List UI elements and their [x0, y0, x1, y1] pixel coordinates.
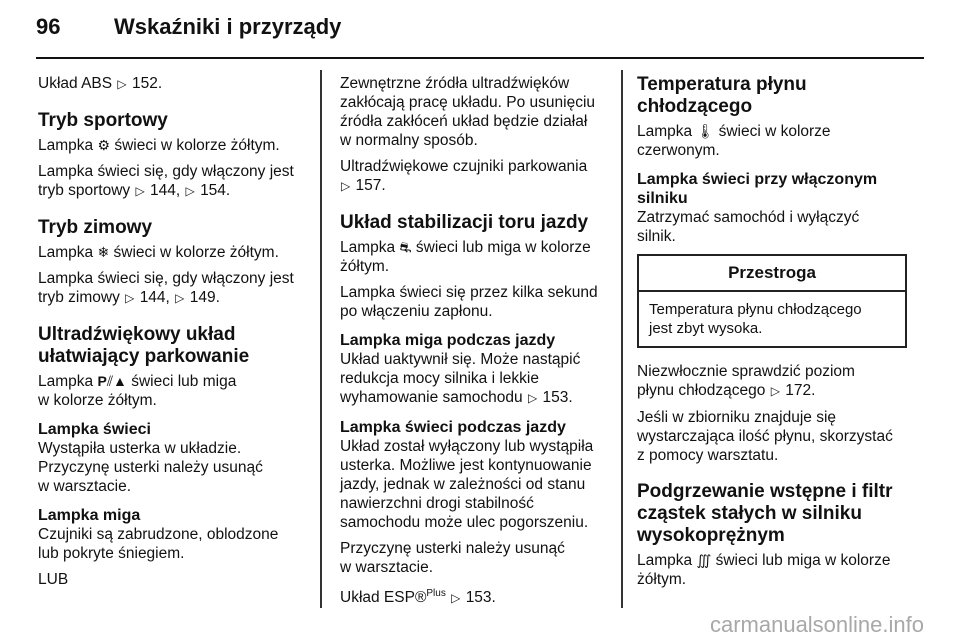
page-ref-arrow-icon: ▷ — [185, 184, 195, 198]
sport-mode-lamp-icon: ⚙ — [97, 137, 111, 153]
driving-blink-text: Układ uaktywnił się. Może nastąpić redukcja mocy silnika i lekkie wyhamowanie samochodu ▷ 153. — [340, 351, 581, 406]
page-ref-arrow-icon: ▷ — [527, 391, 538, 405]
coolant-thermometer-icon: 🌡 — [696, 123, 715, 139]
driving-blink-page-link[interactable]: 153. — [542, 389, 573, 406]
column-2 — [340, 74, 608, 615]
esp-ignition-text: Lampka świeci się przez kilka sekund po włączeniu zapłonu. — [340, 284, 598, 320]
driving-on-heading: Lampka świeci podczas jazdy — [340, 419, 566, 436]
driving-on-text: Układ został wyłączony lub wystąpiła usterka. Możliwe jest kontynuowanie jazdy, jednak w zależności od stanu nawierzchni drogi stabilność samochodu może ulec pogorszeniu. — [340, 438, 594, 531]
esp-plus-page-link[interactable]: 153. — [465, 589, 496, 607]
glow-lamp-text: Lampka ∭ świeci lub miga w kolorze żółtym. — [637, 552, 891, 588]
coolant-temperature-heading: Temperatura płynu chłodzącego — [637, 74, 807, 117]
sport-mode-heading: Tryb sportowy — [38, 110, 168, 131]
parking-sensor-icon: P⫽▲ — [97, 373, 127, 389]
column-3 — [637, 74, 907, 596]
parking-lamp-text: Lampka P⫽▲ świeci lub miga w kolorze żółtym. — [38, 373, 237, 409]
sport-mode-text: Lampka świeci się, gdy włączony jest tryb sportowy ▷ 144, ▷ 154. — [38, 163, 294, 199]
parking-sensors-ref: Ultradźwiękowe czujniki parkowania ▷ 157. — [340, 158, 588, 194]
driving-blink-heading: Lampka miga podczas jazdy — [340, 332, 556, 349]
lamp-on-text: Wystąpiła usterka w układzie. Przyczynę usterki należy usunąć w warsztacie. — [38, 440, 263, 495]
skidding-car-icon: ⛐ — [399, 239, 412, 255]
winter-mode-text: Lampka świeci się, gdy włączony jest tryb zimowy ▷ 144, ▷ 149. — [38, 270, 294, 306]
external-sources-text: Zewnętrzne źródła ultradźwięków zakłócają pracę układu. Po usunięciu źródła zakłóceń układ będzie działał w normalny sposób. — [340, 75, 596, 149]
lamp-blink-text: Czujniki są zabrudzone, oblodzone lub pokryte śniegiem. — [38, 526, 279, 562]
sensors-page-link[interactable]: 157. — [355, 177, 386, 194]
check-level-text: Niezwłocznie sprawdzić poziom płynu chłodzącego ▷ 172. — [637, 363, 855, 399]
warning-body: Temperatura płynu chłodzącego jest zbyt wysoka. — [649, 301, 862, 337]
abs-reference: Układ ABS ▷ 152. — [38, 75, 163, 92]
page-ref-arrow-icon: ▷ — [117, 77, 127, 91]
snowflake-icon: ❄ — [97, 244, 110, 260]
column-divider-2 — [621, 70, 623, 608]
parking-assist-heading: Ultradźwiękowy układ ułatwiający parkowanie — [38, 324, 250, 367]
sport-lamp-text: Lampka ⚙ świeci w kolorze żółtym. — [38, 137, 280, 154]
tank-text: Jeśli w zbiorniku znajduje się wystarczająca ilość płynu, skorzystać z pomocy warsztatu. — [637, 409, 893, 464]
page-ref-arrow-icon: ▷ — [770, 384, 780, 398]
page-ref-arrow-icon: ▷ — [341, 179, 351, 193]
engine-on-heading: Lampka świeci przy włączonym silniku — [637, 171, 878, 207]
coolant-lamp-text: Lampka 🌡 świeci w kolorze czerwonym. — [637, 123, 831, 159]
watermark: carmanualsonline.info — [709, 612, 924, 637]
page-header — [36, 14, 924, 54]
column-divider-1 — [320, 70, 322, 608]
or-label: LUB — [38, 571, 69, 588]
sport-page-link-2[interactable]: 154. — [200, 182, 231, 199]
glow-plug-icon: ∭ — [696, 552, 712, 568]
column-1 — [38, 74, 308, 596]
engine-on-text: Zatrzymać samochód i wyłączyć silnik. — [637, 209, 860, 245]
winter-page-link-1[interactable]: 144, — [139, 289, 170, 306]
page-ref-arrow-icon: ▷ — [125, 291, 135, 305]
page-ref-arrow-icon: ▷ — [175, 291, 185, 305]
warning-box — [637, 254, 907, 348]
glow-plug-heading: Podgrzewanie wstępne i filtr cząstek stałych w silniku wysokoprężnym — [637, 481, 893, 546]
winter-lamp-text: Lampka ❄ świeci w kolorze żółtym. — [38, 244, 279, 261]
repair-text: Przyczynę usterki należy usunąć w warsztacie. — [340, 540, 565, 576]
lamp-on-heading: Lampka świeci — [38, 421, 151, 438]
page-number: 96 — [36, 14, 61, 39]
sport-page-link-1[interactable]: 144, — [150, 182, 181, 199]
warning-title: Przestroga — [639, 256, 905, 292]
winter-page-link-2[interactable]: 149. — [189, 289, 220, 306]
page-title: Wskaźniki i przyrządy — [114, 14, 342, 39]
winter-mode-heading: Tryb zimowy — [38, 217, 153, 238]
esp-lamp-text: Lampka ⛐ świeci lub miga w kolorze żółtym. — [340, 239, 591, 275]
esp-plus-ref: Układ ESP®$^{Plus}$ ▷ 153. — [340, 588, 496, 607]
page-ref-arrow-icon: ▷ — [135, 184, 145, 198]
page-ref-arrow-icon: ▷ — [451, 591, 461, 606]
abs-page-link[interactable]: 152. — [131, 75, 163, 92]
check-page-link[interactable]: 172. — [785, 382, 816, 399]
header-divider — [36, 57, 924, 59]
esp-heading: Układ stabilizacji toru jazdy — [340, 212, 589, 233]
lamp-blink-heading: Lampka miga — [38, 507, 141, 524]
